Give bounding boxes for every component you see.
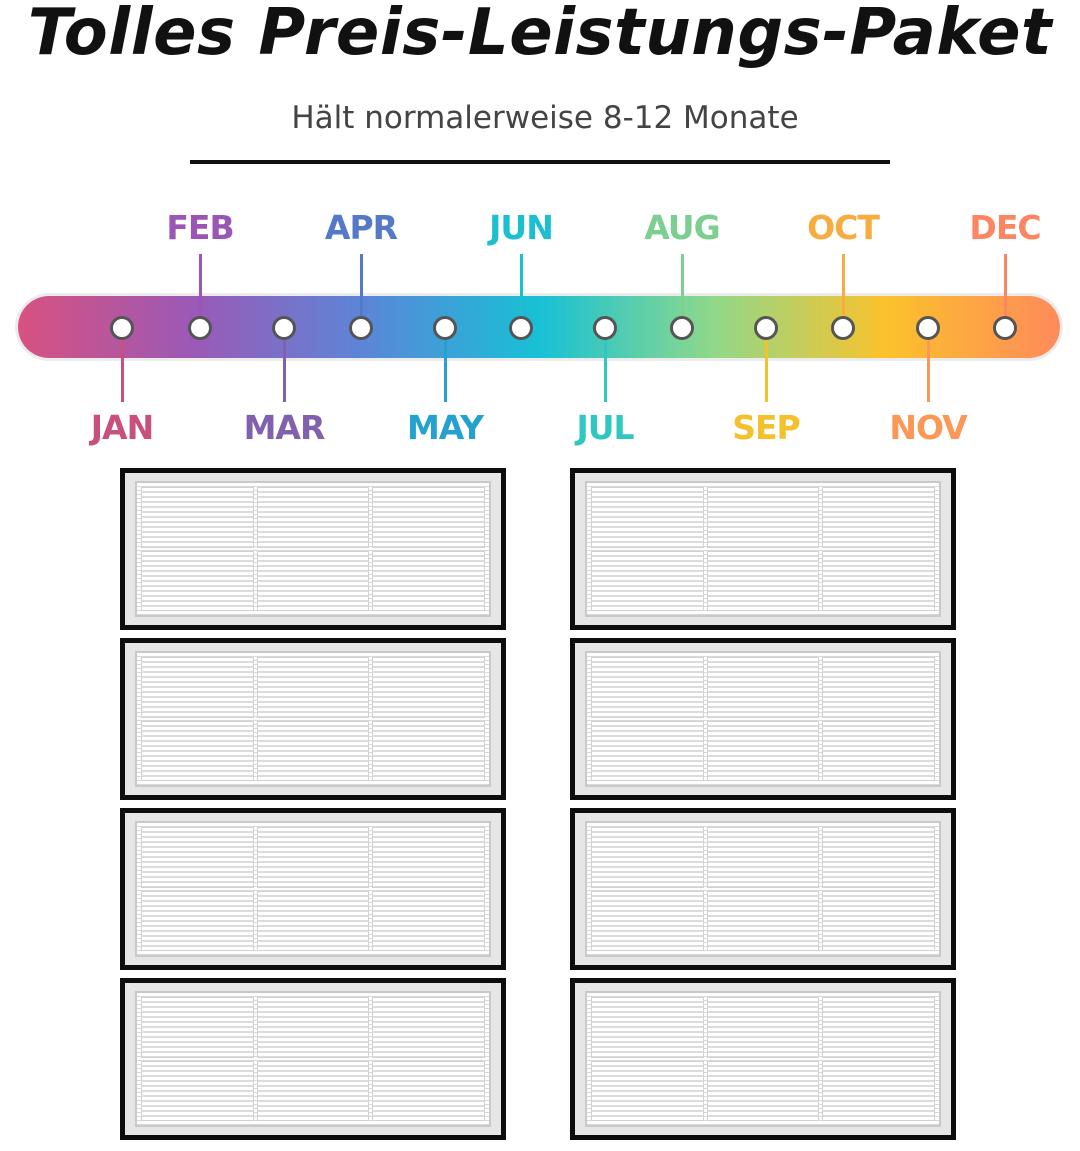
filter-pleat-section xyxy=(372,551,485,612)
filter-pleat-section xyxy=(141,997,254,1058)
filter-pleated-media xyxy=(135,481,491,617)
filter-pleat-section xyxy=(591,1061,704,1122)
month-label-nov: NOV xyxy=(889,408,967,447)
filter-pleat-section xyxy=(372,721,485,782)
hepa-filter xyxy=(120,978,506,1140)
filter-pleated-media xyxy=(135,991,491,1127)
month-label-oct: OCT xyxy=(807,208,879,247)
filter-pleat-section xyxy=(591,551,704,612)
filter-pleated-media xyxy=(135,821,491,957)
filter-pleat-section xyxy=(822,657,935,718)
month-label-mar: MAR xyxy=(243,408,325,447)
month-label-may: MAY xyxy=(406,408,484,447)
filter-pleated-media xyxy=(585,821,941,957)
filter-pleat-section xyxy=(257,551,370,612)
filter-pleated-media xyxy=(585,481,941,617)
filter-pleated-media xyxy=(135,651,491,787)
filter-pleat-section xyxy=(257,721,370,782)
filter-pleat-section xyxy=(257,1061,370,1122)
filter-pleat-section xyxy=(707,657,820,718)
subline: Hält normalerweise 8-12 Monate xyxy=(291,100,799,136)
filter-pleat-section xyxy=(257,657,370,718)
filter-pleat-section xyxy=(822,551,935,612)
filter-pleat-section xyxy=(141,891,254,952)
filter-pleat-section xyxy=(591,827,704,888)
hepa-filter xyxy=(570,978,956,1140)
hepa-filter xyxy=(120,808,506,970)
filter-pleat-section xyxy=(372,891,485,952)
filter-pleat-section xyxy=(707,487,820,548)
hepa-filter xyxy=(570,468,956,630)
filter-pleated-media xyxy=(585,991,941,1127)
filter-pleat-section xyxy=(822,721,935,782)
filter-pleat-section xyxy=(257,827,370,888)
filter-pleat-section xyxy=(257,997,370,1058)
filter-pleat-section xyxy=(822,891,935,952)
month-label-sep: SEP xyxy=(732,408,800,447)
filter-pleat-section xyxy=(707,891,820,952)
filter-pleat-section xyxy=(257,891,370,952)
month-label-jun: JUN xyxy=(489,208,553,247)
month-label-jul: JUL xyxy=(576,408,634,447)
filter-pleat-section xyxy=(372,657,485,718)
filter-pleat-section xyxy=(591,891,704,952)
month-label-feb: FEB xyxy=(166,208,234,247)
filter-pleat-section xyxy=(591,997,704,1058)
filter-pleat-section xyxy=(707,551,820,612)
filter-pleat-section xyxy=(707,827,820,888)
month-label-dec: DEC xyxy=(969,208,1041,247)
month-label-jan: JAN xyxy=(90,408,154,447)
filter-pleat-section xyxy=(591,657,704,718)
hepa-filter xyxy=(570,638,956,800)
filter-pleat-section xyxy=(372,1061,485,1122)
filter-pleat-section xyxy=(141,657,254,718)
filter-pleat-section xyxy=(822,1061,935,1122)
filter-pleat-section xyxy=(591,721,704,782)
filter-pleat-section xyxy=(591,487,704,548)
filter-pleat-section xyxy=(372,487,485,548)
filter-pleat-section xyxy=(141,827,254,888)
filter-pleat-section xyxy=(372,997,485,1058)
filter-pleat-section xyxy=(822,827,935,888)
filter-pleat-section xyxy=(707,1061,820,1122)
filter-pleated-media xyxy=(585,651,941,787)
filter-pleat-section xyxy=(141,721,254,782)
filter-pleat-section xyxy=(372,827,485,888)
filter-pleat-section xyxy=(141,551,254,612)
headline: Tolles Preis-Leistungs-Paket xyxy=(27,0,1053,70)
filter-pleat-section xyxy=(707,997,820,1058)
hepa-filter xyxy=(570,808,956,970)
hepa-filter xyxy=(120,638,506,800)
filter-pleat-section xyxy=(822,997,935,1058)
hepa-filter xyxy=(120,468,506,630)
filter-pleat-section xyxy=(707,721,820,782)
filter-pleat-section xyxy=(822,487,935,548)
filter-pleat-section xyxy=(141,1061,254,1122)
month-label-apr: APR xyxy=(324,208,398,247)
filter-pleat-section xyxy=(257,487,370,548)
month-label-aug: AUG xyxy=(644,208,720,247)
filter-pleat-section xyxy=(141,487,254,548)
